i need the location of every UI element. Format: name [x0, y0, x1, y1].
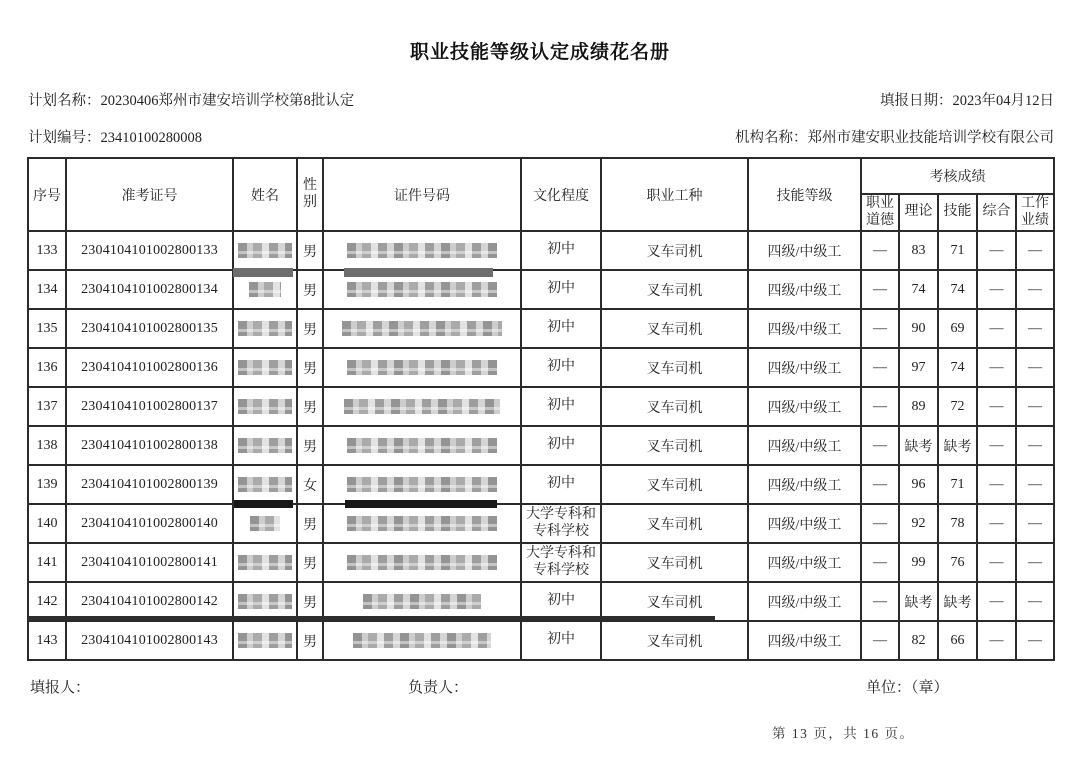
theory-cell: 92 [899, 504, 938, 543]
comprehensive-cell: — [977, 231, 1016, 270]
ticket-cell: 2304104101002800136 [66, 348, 233, 387]
seq-cell: 139 [28, 465, 66, 504]
score-roster-table [27, 157, 1055, 661]
theory-cell: 99 [899, 543, 938, 582]
id-cell [323, 543, 521, 582]
education-cell: 初中 [521, 621, 601, 660]
ticket-cell: 2304104101002800140 [66, 504, 233, 543]
theory-cell: 74 [899, 270, 938, 309]
gender-cell: 男 [297, 387, 323, 426]
seq-cell: 136 [28, 348, 66, 387]
gender-cell: 女 [297, 465, 323, 504]
table-row [28, 543, 1054, 582]
theory-cell: 96 [899, 465, 938, 504]
ticket-cell: 2304104101002800141 [66, 543, 233, 582]
occupation-cell: 叉车司机 [601, 465, 748, 504]
redacted-name [238, 360, 292, 375]
theory-cell: 缺考 [899, 582, 938, 621]
redacted-name [238, 321, 292, 336]
comprehensive-cell: — [977, 465, 1016, 504]
theory-cell: 89 [899, 387, 938, 426]
table-row [28, 504, 1054, 543]
occupation-cell: 叉车司机 [601, 504, 748, 543]
header-gender: 性别 [297, 158, 323, 231]
name-cell [233, 543, 297, 582]
org-name [735, 126, 1054, 147]
ethics-cell: — [861, 231, 899, 270]
id-cell [323, 426, 521, 465]
plan-name-label: 计划名称： [28, 93, 101, 109]
ethics-cell: — [861, 309, 899, 348]
comprehensive-cell: — [977, 621, 1016, 660]
header-occupation: 职业工种 [601, 158, 748, 231]
redaction-bar [344, 268, 493, 277]
redacted-id [347, 516, 497, 531]
name-cell [233, 426, 297, 465]
skill-cell: 78 [938, 504, 977, 543]
id-cell [323, 504, 521, 543]
education-cell: 大学专科和专科学校 [521, 543, 601, 582]
id-cell [323, 309, 521, 348]
work-cell: — [1016, 582, 1054, 621]
work-cell: — [1016, 348, 1054, 387]
fill-date-label: 填报日期： [880, 93, 953, 109]
education-cell: 初中 [521, 426, 601, 465]
gender-cell: 男 [297, 582, 323, 621]
id-cell [323, 621, 521, 660]
redaction-bar [234, 500, 293, 508]
skill-cell: 71 [938, 465, 977, 504]
ticket-cell: 2304104101002800143 [66, 621, 233, 660]
skill-cell: 69 [938, 309, 977, 348]
header-seq: 序号 [28, 158, 66, 231]
skill-cell: 缺考 [938, 426, 977, 465]
work-cell: — [1016, 504, 1054, 543]
redaction-bar [345, 500, 497, 508]
ticket-cell: 2304104101002800133 [66, 231, 233, 270]
education-cell: 初中 [521, 348, 601, 387]
education-cell: 初中 [521, 309, 601, 348]
name-cell [233, 621, 297, 660]
plan-no-label: 计划编号： [28, 130, 101, 146]
header-name: 姓名 [233, 158, 297, 231]
seq-cell: 140 [28, 504, 66, 543]
work-cell: — [1016, 309, 1054, 348]
header-ticket: 准考证号 [66, 158, 233, 231]
unit-seal-label: 单位：（章） [866, 680, 949, 696]
redacted-id [347, 243, 497, 258]
page-number-info: 第 13 页，共 16 页。 [772, 726, 915, 741]
education-cell: 大学专科和专科学校 [521, 504, 601, 543]
name-cell [233, 387, 297, 426]
occupation-cell: 叉车司机 [601, 582, 748, 621]
occupation-cell: 叉车司机 [601, 270, 748, 309]
gender-cell: 男 [297, 543, 323, 582]
comprehensive-cell: — [977, 348, 1016, 387]
redacted-id [347, 555, 497, 570]
gender-cell: 男 [297, 231, 323, 270]
occupation-cell: 叉车司机 [601, 309, 748, 348]
ethics-cell: — [861, 426, 899, 465]
redacted-id [347, 360, 497, 375]
level-cell: 四级/中级工 [748, 465, 861, 504]
header-work: 工作业绩 [1016, 194, 1054, 231]
org-label: 机构名称： [735, 130, 808, 146]
ticket-cell: 2304104101002800137 [66, 387, 233, 426]
ethics-cell: — [861, 621, 899, 660]
fill-date [880, 89, 1054, 110]
theory-cell: 83 [899, 231, 938, 270]
ethics-cell: — [861, 504, 899, 543]
occupation-cell: 叉车司机 [601, 426, 748, 465]
ethics-cell: — [861, 387, 899, 426]
gender-cell: 男 [297, 504, 323, 543]
id-cell [323, 231, 521, 270]
work-cell: — [1016, 231, 1054, 270]
header-level: 技能等级 [748, 158, 861, 231]
skill-cell: 74 [938, 270, 977, 309]
ticket-cell: 2304104101002800142 [66, 582, 233, 621]
work-cell: — [1016, 465, 1054, 504]
table-row [28, 231, 1054, 270]
redacted-name [238, 477, 292, 492]
manager-label: 负责人： [408, 680, 469, 696]
comprehensive-cell: — [977, 309, 1016, 348]
gender-cell: 男 [297, 270, 323, 309]
occupation-cell: 叉车司机 [601, 348, 748, 387]
redacted-id [347, 282, 497, 297]
name-cell [233, 348, 297, 387]
redacted-id [353, 633, 491, 648]
comprehensive-cell: — [977, 387, 1016, 426]
comprehensive-cell: — [977, 504, 1016, 543]
level-cell: 四级/中级工 [748, 348, 861, 387]
header-skill: 技能 [938, 194, 977, 231]
level-cell: 四级/中级工 [748, 309, 861, 348]
meta-row-2 [28, 126, 1054, 147]
education-cell: 初中 [521, 582, 601, 621]
level-cell: 四级/中级工 [748, 504, 861, 543]
ethics-cell: — [861, 543, 899, 582]
comprehensive-cell: — [977, 543, 1016, 582]
redacted-id [347, 477, 497, 492]
work-cell: — [1016, 543, 1054, 582]
redacted-name [238, 594, 292, 609]
seq-cell: 142 [28, 582, 66, 621]
header-id-no: 证件号码 [323, 158, 521, 231]
redacted-id [363, 594, 481, 609]
header-education: 文化程度 [521, 158, 601, 231]
redacted-id [342, 321, 502, 336]
id-cell [323, 465, 521, 504]
table-row [28, 309, 1054, 348]
seq-cell: 134 [28, 270, 66, 309]
education-cell: 初中 [521, 270, 601, 309]
header-theory: 理论 [899, 194, 938, 231]
skill-cell: 74 [938, 348, 977, 387]
redaction-bar [233, 268, 293, 277]
table-row [28, 621, 1054, 660]
seq-cell: 141 [28, 543, 66, 582]
redacted-name [238, 399, 292, 414]
table-row [28, 465, 1054, 504]
seq-cell: 133 [28, 231, 66, 270]
level-cell: 四级/中级工 [748, 621, 861, 660]
redacted-name [238, 555, 292, 570]
header-ethics: 职业道德 [861, 194, 899, 231]
ethics-cell: — [861, 270, 899, 309]
table-body [28, 231, 1054, 660]
level-cell: 四级/中级工 [748, 231, 861, 270]
theory-cell: 97 [899, 348, 938, 387]
table-row [28, 270, 1054, 309]
plan-name [28, 89, 354, 110]
occupation-cell: 叉车司机 [601, 231, 748, 270]
seq-cell: 137 [28, 387, 66, 426]
id-cell [323, 348, 521, 387]
work-cell: — [1016, 426, 1054, 465]
ticket-cell: 2304104101002800135 [66, 309, 233, 348]
ticket-cell: 2304104101002800134 [66, 270, 233, 309]
table-row [28, 348, 1054, 387]
id-cell [323, 387, 521, 426]
skill-cell: 缺考 [938, 582, 977, 621]
work-cell: — [1016, 387, 1054, 426]
ethics-cell: — [861, 465, 899, 504]
table-row [28, 426, 1054, 465]
education-cell: 初中 [521, 231, 601, 270]
comprehensive-cell: — [977, 426, 1016, 465]
redaction-bar [28, 616, 715, 620]
occupation-cell: 叉车司机 [601, 621, 748, 660]
header-scores-group: 考核成绩 [861, 158, 1054, 194]
redacted-id [344, 399, 500, 414]
fill-date-value: 2023年04月12日 [952, 93, 1054, 109]
redacted-name [238, 438, 292, 453]
table-row [28, 387, 1054, 426]
plan-name-value: 20230406郑州市建安培训学校第8批认定 [100, 93, 355, 109]
occupation-cell: 叉车司机 [601, 387, 748, 426]
org-value: 郑州市建安职业技能培训学校有限公司 [807, 130, 1054, 146]
name-cell [233, 465, 297, 504]
name-cell [233, 231, 297, 270]
redacted-id [347, 438, 497, 453]
work-cell: — [1016, 270, 1054, 309]
level-cell: 四级/中级工 [748, 582, 861, 621]
skill-cell: 72 [938, 387, 977, 426]
page-title: 职业技能等级认定成绩花名册 [409, 42, 670, 63]
gender-cell: 男 [297, 309, 323, 348]
redacted-name [249, 282, 281, 297]
gender-cell: 男 [297, 621, 323, 660]
plan-no [28, 126, 202, 147]
level-cell: 四级/中级工 [748, 387, 861, 426]
theory-cell: 90 [899, 309, 938, 348]
theory-cell: 缺考 [899, 426, 938, 465]
level-cell: 四级/中级工 [748, 426, 861, 465]
level-cell: 四级/中级工 [748, 543, 861, 582]
skill-cell: 71 [938, 231, 977, 270]
skill-cell: 76 [938, 543, 977, 582]
work-cell: — [1016, 621, 1054, 660]
table-header [28, 158, 1054, 231]
name-cell [233, 504, 297, 543]
redacted-name [250, 516, 280, 531]
filler-label: 填报人： [30, 680, 91, 696]
seq-cell: 143 [28, 621, 66, 660]
occupation-cell: 叉车司机 [601, 543, 748, 582]
ethics-cell: — [861, 348, 899, 387]
redacted-name [238, 243, 292, 258]
gender-cell: 男 [297, 426, 323, 465]
seq-cell: 138 [28, 426, 66, 465]
meta-row-1 [28, 89, 1054, 110]
seq-cell: 135 [28, 309, 66, 348]
ethics-cell: — [861, 582, 899, 621]
comprehensive-cell: — [977, 582, 1016, 621]
name-cell [233, 309, 297, 348]
redacted-name [238, 633, 292, 648]
education-cell: 初中 [521, 465, 601, 504]
header-comprehensive: 综合 [977, 194, 1016, 231]
education-cell: 初中 [521, 387, 601, 426]
comprehensive-cell: — [977, 270, 1016, 309]
skill-cell: 66 [938, 621, 977, 660]
plan-no-value: 23410100280008 [100, 130, 202, 146]
theory-cell: 82 [899, 621, 938, 660]
level-cell: 四级/中级工 [748, 270, 861, 309]
ticket-cell: 2304104101002800138 [66, 426, 233, 465]
gender-cell: 男 [297, 348, 323, 387]
ticket-cell: 2304104101002800139 [66, 465, 233, 504]
